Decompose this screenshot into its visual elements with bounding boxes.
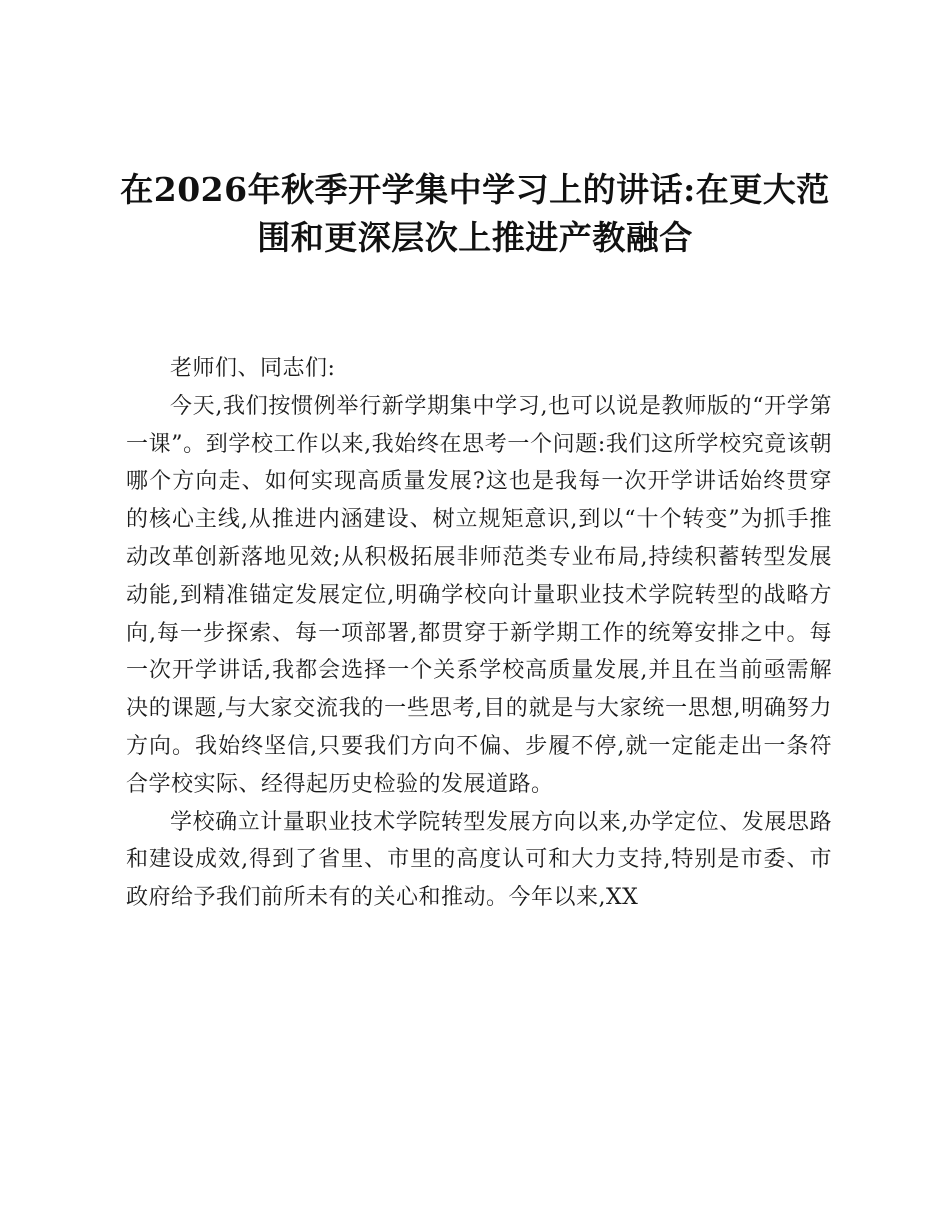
document-title: 在2026年秋季开学集中学习上的讲话:在更大范围和更深层次上推进产教融合 (120, 170, 830, 257)
document-body (126, 350, 832, 917)
body-paragraph-2: 学校确立计量职业技术学院转型发展方向以来,办学定位、发展思路和建设成效,得到了省里、市里的高度认可和大力支持,特别是市委、市政府给予我们前所未有的关心和推动。今年以来,XX (126, 809, 832, 911)
salutation-paragraph: 老师们、同志们: (170, 356, 336, 381)
body-paragraph-1: 今天,我们按惯例举行新学期集中学习,也可以说是教师版的“开学第一课”。到学校工作以来,我始终在思考一个问题:我们这所学校究竟该朝哪个方向走、如何实现高质量发展?这也是我每一次开学讲话始终贯穿的核心主线,从推进内涵建设、树立规矩意识,到以“十个转变”为抓手推动改革创新落地见效;从积极拓展非师范类专业布局,持续积蓄转型发展动能,到精准锚定发展定位,明确学校向计量职业技术学院转型的战略方向,每一步探索、每一项部署,都贯穿于新学期工作的统筹安排之中。每一次开学讲话,我都会选择一个关系学校高质量发展,并且在当前亟需解决的课题,与大家交流我的一些思考,目的就是与大家统一思想,明确努力方向。我始终坚信,只要我们方向不偏、步履不停,就一定能走出一条符合学校实际、经得起历史检验的发展道路。 (126, 393, 832, 797)
